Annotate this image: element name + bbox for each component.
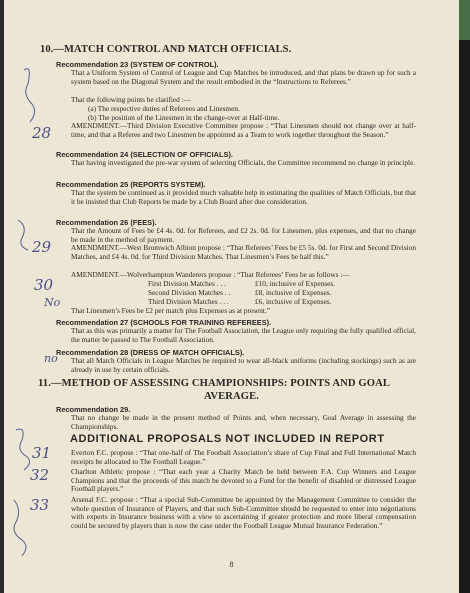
rec-27-para: That as this was primarily a matter for The Football Association, the League only requiring the fully qualified official, the matter be passed to The Football Association.: [71, 326, 416, 344]
rec-27-title: Recommendation 27 (SCHOOLS FOR TRAINING REFEREES).: [56, 318, 272, 327]
handwritten-29: 29: [32, 238, 52, 256]
section-11-heading-cont: AVERAGE.: [203, 391, 260, 402]
rec-23-amendment: AMENDMENT.—Third Division Executive Committee propose : “That Linesmen should not change over at half-time, and that a Referee and two Linesmen be appointed as a Team to work together throughout the Season.”: [71, 121, 416, 139]
rec-28-title: Recommendation 28 (DRESS OF MATCH OFFICIALS).: [56, 348, 245, 357]
handwritten-30: 30: [34, 276, 54, 294]
rec-23-title: Recommendation 23 (SYSTEM OF CONTROL).: [56, 60, 219, 69]
page-tab: [459, 0, 470, 40]
rec-26-amendment-1: AMENDMENT.—West Bromwich Albion propose : “That Referees’ Fees be £5 5s. 0d. for First and Second Division Matches, and £4 4s. 0d. for Third Division Matches. That Linesmen’s Fees be half this.”: [71, 243, 416, 261]
fee-first-division: First Division Matches . . .: [148, 279, 226, 288]
fee-third-division: Third Division Matches . . .: [148, 297, 229, 306]
page-edge: [459, 0, 470, 593]
fee-first-amount: £10, inclusive of Expenses.: [255, 279, 336, 288]
arsenal-proposal: Arsenal F.C. propose : “That a special Sub-Committee be appointed by the Management Committee to consider the whole question of Insurance of Players, and that such Sub-Committee should be requested to enter into negotiations with experts in Insurance business with a view to ascertaining if greater protection and more liberal compensation could be secured by players than is now the case under the Football League Mutual Insurance Federation.”: [71, 495, 416, 530]
handwritten-32: 32: [30, 466, 50, 484]
fee-second-division: Second Division Matches . .: [148, 288, 231, 297]
handwritten-no-1: No: [44, 296, 61, 309]
rec-26-linesmen-fees: That Linesmen’s Fees be £2 per match plus Expenses as at present.”: [71, 306, 270, 315]
fee-second-amount: £8, inclusive of Expenses.: [255, 288, 332, 297]
everton-proposal: Everton F.C. propose : “That one-half of The Football Association’s share of Cup Final and Full International Match receipts be allocated to The Football League.”: [71, 448, 416, 466]
rec-23-para-1: That a Uniform System of Control of League and Cup Matches be introduced, and that plans be drawn up for such a system based on the Diagonal System and the result embodied in the “Instructions to Referees.”: [71, 68, 416, 86]
rec-29-para: That no change be made in the present method of Points and, when necessary, Goal Average in assessing the Championships.: [71, 413, 416, 431]
handwritten-margin-scribbles: [4, 0, 64, 593]
rec-28-para: That all Match Officials in League Matches be required to wear all-black uniforms (including stockings) such as are already in use by certain officials.: [71, 356, 416, 374]
rec-23-point-a: (a) The respective duties of Referees and Linesmen.: [88, 104, 240, 113]
rec-26-amendment-2: AMENDMENT.—Wolverhampton Wanderers propose : “That Referees’ Fees be as follows :—: [71, 270, 350, 279]
section-11-heading: 11.—METHOD OF ASSESSING CHAMPIONSHIPS: POINTS AND GOAL: [38, 378, 391, 389]
handwritten-31: 31: [32, 444, 52, 462]
rec-25-title: Recommendation 25 (REPORTS SYSTEM).: [56, 180, 206, 189]
charlton-proposal: Charlton Athletic propose : “That each year a Charity Match be held between F.A. Cup Winners and League Champions and that the proceeds of this match be devoted to a Fund for the benefit of disabled or distressed League Football players.”: [71, 467, 416, 494]
rec-23-para-2: That the following points be clarified :—: [71, 95, 191, 104]
section-10-heading: 10.—MATCH CONTROL AND MATCH OFFICIALS.: [40, 44, 292, 55]
fee-third-amount: £6, inclusive of Expenses.: [255, 297, 332, 306]
rec-23-point-b: (b) The position of the Linesmen in the change-over at Half-time.: [88, 113, 280, 122]
handwritten-28: 28: [32, 124, 52, 142]
rec-26-para: That the Amount of Fees be £4 4s. 0d. for Referees, and £2 2s. 0d. for Linesmen, plus expenses, and that no change be made in the method of payment.: [71, 226, 416, 244]
document-page: [4, 0, 459, 593]
rec-24-title: Recommendation 24 (SELECTION OF OFFICIALS).: [56, 150, 233, 159]
rec-24-para: That having investigated the pre-war system of selecting Officials, the Committee recommend no change in principle.: [71, 158, 416, 167]
rec-29-title: Recommendation 29.: [56, 405, 131, 414]
additional-proposals-heading: ADDITIONAL PROPOSALS NOT INCLUDED IN REPORT: [70, 433, 385, 445]
handwritten-no-2: no: [44, 352, 58, 365]
rec-26-title: Recommendation 26 (FEES).: [56, 218, 157, 227]
handwritten-33: 33: [30, 496, 50, 514]
rec-25-para: That the system be continued as it provided much valuable help in estimating the qualities of Match Officials, but that it be insisted that Club Reports be made by a Club Board after due consideration.: [71, 188, 416, 206]
page-number: 8: [229, 560, 234, 569]
